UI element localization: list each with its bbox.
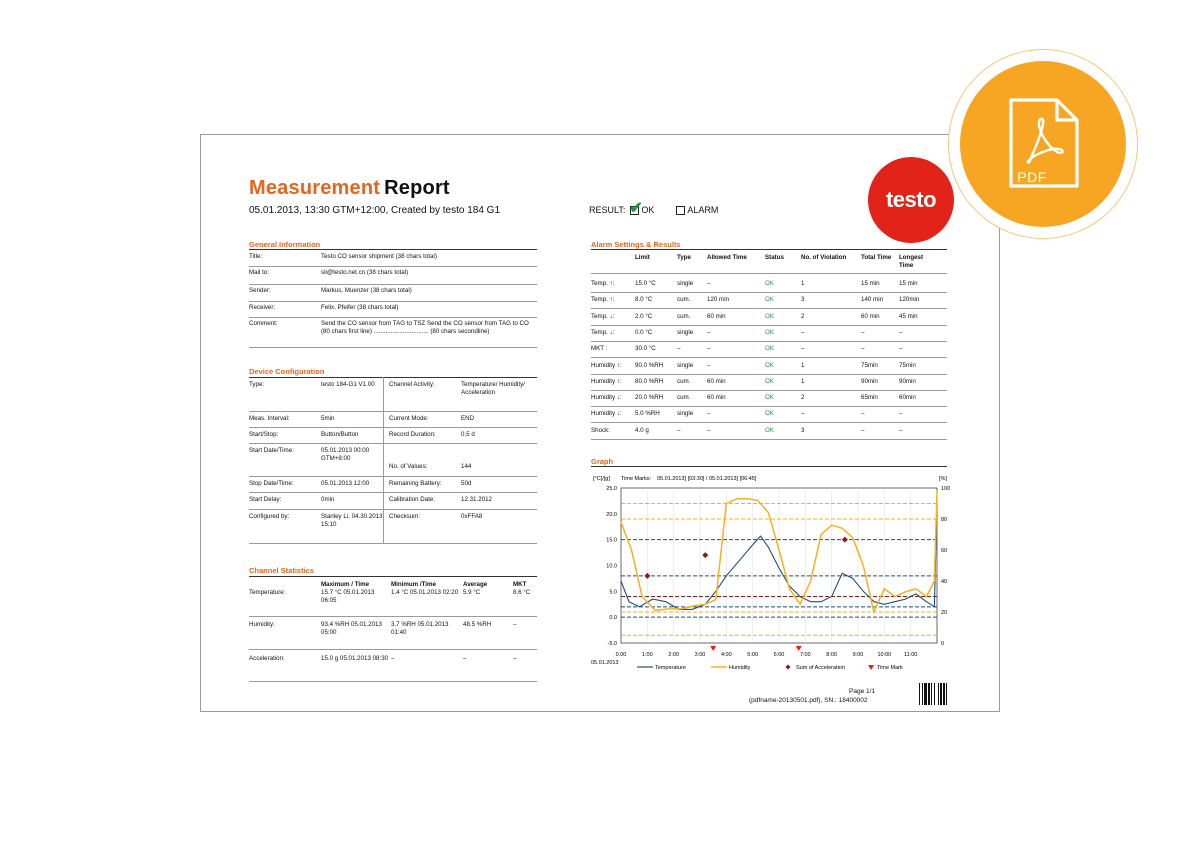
stats-row — [249, 589, 537, 604]
device-config-label: No. of Values: — [389, 463, 428, 470]
alarm-total: 60 min — [861, 312, 880, 320]
device-config-value: END — [461, 415, 475, 422]
alarm-limit: 30.0 °C — [635, 345, 656, 353]
pdf-label: PDF — [1017, 169, 1047, 185]
general-info-row — [249, 287, 537, 295]
alarm-status: OK — [765, 426, 774, 434]
stats-row — [249, 621, 537, 636]
general-info-title: General Information — [249, 240, 321, 249]
x-tick-label: 4:00 — [720, 652, 732, 658]
alarm-allowed: – — [707, 361, 711, 369]
alarm-longest: 90min — [899, 377, 916, 385]
device-config-value: 05.01.2013 00:00 GTM+8:00 — [321, 447, 370, 462]
alarm-status: OK — [765, 345, 774, 353]
general-info-label: Receiver: — [249, 304, 276, 311]
stats-min: 3.7 %RH 05.01.2013 01:40 — [391, 621, 449, 636]
device-config-value: testo 184-G1 V1.00 — [321, 381, 375, 388]
row-divider — [591, 308, 947, 309]
barcode-bar — [938, 683, 939, 705]
row-divider — [591, 439, 947, 440]
alarm-longest: – — [899, 426, 903, 434]
alarm-viol: 3 — [801, 426, 805, 434]
y-tick-label: 15.0 — [606, 537, 617, 544]
stats-header: Maximum / Time — [321, 581, 370, 588]
barcode-bar — [940, 683, 942, 705]
testo-logo-text: testo — [885, 187, 937, 212]
stats-avg: – — [463, 655, 467, 662]
alarm-type: single — [677, 280, 694, 287]
result-alarm-checkbox — [676, 206, 685, 215]
alarm-status: OK — [765, 394, 774, 402]
y-tick-label: 5.0 — [609, 589, 617, 596]
barcode-bar — [922, 683, 923, 705]
stats-avg: 48.5 %RH — [463, 621, 492, 628]
device-config-value: Button/Button — [321, 431, 359, 438]
barcode-icon — [919, 683, 951, 705]
row-divider — [591, 406, 947, 407]
general-info-row — [249, 304, 537, 312]
alarm-allowed: 120 min — [707, 296, 730, 304]
alarm-header: Total Time — [861, 254, 892, 261]
general-info-value: Testo CO sensor shipment (38 chars total) — [321, 253, 437, 260]
row-divider — [591, 374, 947, 375]
report-title-measurement: Measurement — [249, 177, 381, 199]
alarm-limit: 80.0 %RH — [635, 377, 664, 385]
alarm-viol: – — [801, 410, 805, 418]
alarm-header: No. of Violation — [801, 254, 847, 261]
alarm-viol: 2 — [801, 394, 805, 402]
legend-acceleration: Sum of Acceleration — [796, 665, 845, 671]
alarm-header: Longest Time — [899, 254, 924, 269]
divider — [249, 377, 537, 378]
alarm-allowed: 60 min — [707, 394, 726, 402]
device-config-label: Checksum: — [389, 513, 420, 520]
general-info-label: Mail to: — [249, 269, 269, 276]
file-serial: (pdfname-20130501.pdf), SN.: 18400002 — [749, 697, 868, 704]
stats-avg: 5.9 °C — [463, 589, 481, 596]
device-config-row — [249, 513, 537, 528]
device-config-label: Stop Date/Time: — [249, 480, 294, 487]
x-tick-label: 6:00 — [773, 652, 785, 658]
alarm-total: – — [861, 345, 865, 353]
row-divider — [591, 325, 947, 326]
alarm-total: – — [861, 328, 865, 336]
x-tick-label: 5:00 — [747, 652, 759, 658]
alarm-total: 140 min — [861, 296, 884, 304]
y-right-tick-label: 100 — [941, 486, 951, 492]
y-right-tick-label: 0 — [941, 641, 945, 647]
general-info-value: Send the CO sensor from TAG to TSZ Send the CO sensor from TAG to CO (80 chars first line) ................................ (80 chars secondline) — [321, 320, 529, 335]
stats-label: Temperature: — [249, 589, 286, 596]
alarm-limit: 5.0 %RH — [635, 410, 660, 418]
stats-max: 15.7 °C 05.01.2013 06:05 — [321, 589, 375, 604]
general-info-label: Title: — [249, 253, 263, 260]
device-config-label: Meas. Interval: — [249, 415, 290, 422]
row-divider — [591, 273, 947, 274]
row-divider — [249, 476, 537, 477]
result-label: RESULT: — [589, 205, 626, 215]
alarm-name: Humidity ↓: — [591, 394, 622, 402]
alarm-longest: 120min — [899, 296, 920, 304]
alarm-longest: 75min — [899, 361, 916, 369]
row-divider — [591, 357, 947, 358]
alarm-viol: – — [801, 345, 805, 353]
alarm-row — [591, 427, 947, 435]
barcode-bar — [928, 683, 930, 705]
alarm-allowed: 60 min — [707, 312, 726, 320]
x-tick-label: 2:00 — [668, 652, 680, 658]
alarm-type: cum. — [677, 377, 691, 385]
chart-date: 05.01.2013 — [591, 660, 619, 666]
barcode-bar — [919, 683, 920, 705]
acceleration-point — [644, 573, 650, 579]
alarm-header: Type — [677, 254, 691, 261]
channel-stats-title: Channel Statistics — [249, 566, 315, 575]
y-tick-label: 25.0 — [606, 486, 617, 492]
alarm-viol: 1 — [801, 361, 805, 369]
alarm-viol: – — [801, 328, 805, 336]
device-config-label: Start Date/Time: — [249, 447, 294, 454]
device-config-row — [249, 496, 537, 504]
alarm-row — [591, 313, 947, 321]
stats-label: Acceleration: — [249, 655, 285, 662]
barcode-bar — [934, 683, 935, 705]
alarm-name: Humidity ↑: — [591, 361, 622, 369]
alarm-row — [591, 378, 947, 386]
acceleration-point — [702, 552, 708, 558]
legend-temperature: Temperature — [655, 665, 686, 671]
stats-mkt: 8.6 °C — [513, 589, 531, 596]
legend-timemark: Time Mark — [877, 665, 903, 671]
general-info-label: Comment: — [249, 320, 278, 327]
row-divider — [249, 443, 537, 444]
divider — [249, 249, 537, 250]
row-divider — [591, 341, 947, 342]
alarm-status: OK — [765, 280, 774, 287]
time-mark-point — [796, 646, 802, 651]
y-right-tick-label: 60 — [941, 548, 948, 554]
alarm-type: – — [677, 345, 681, 353]
x-tick-label: 7:00 — [799, 652, 811, 658]
alarm-allowed: – — [707, 426, 711, 434]
y-tick-label: -5.0 — [607, 641, 617, 647]
alarm-total: 15 min — [861, 280, 880, 287]
alarm-row — [591, 345, 947, 353]
alarm-allowed: 60 min — [707, 377, 726, 385]
barcode-bar — [924, 683, 927, 705]
row-divider — [249, 649, 537, 650]
alarm-type: single — [677, 328, 694, 336]
alarm-row — [591, 280, 947, 288]
stats-max: 93.4 %RH 05.01.2013 05:00 — [321, 621, 382, 636]
alarm-limit: 8.0 °C — [635, 296, 653, 304]
y-right-tick-label: 80 — [941, 517, 948, 523]
row-divider — [249, 266, 537, 267]
acrobat-pdf-file-icon — [949, 50, 1137, 238]
alarm-settings-title: Alarm Settings & Results — [591, 240, 681, 249]
row-divider — [249, 681, 537, 682]
x-tick-label: 9:00 — [852, 652, 864, 658]
general-info-value: sli@testo.net.cn (38 chars total) — [321, 269, 409, 276]
stats-min: – — [391, 655, 395, 662]
divider — [249, 576, 537, 577]
alarm-longest: 60min — [899, 394, 916, 402]
alarm-allowed: – — [707, 280, 711, 287]
y-right-tick-label: 20 — [941, 610, 948, 616]
acceleration-point — [842, 537, 848, 543]
x-tick-label: 1:00 — [641, 652, 653, 658]
alarm-name: Humidity ↑: — [591, 377, 622, 385]
alarm-limit: 2.0 °C — [635, 312, 653, 320]
chart-svg — [591, 468, 951, 678]
alarm-name: Temp. ↓: — [591, 328, 615, 336]
device-config-value: 0min — [321, 496, 335, 503]
alarm-limit: 0.0 °C — [635, 328, 653, 336]
alarm-row — [591, 410, 947, 418]
testo-logo — [868, 157, 954, 243]
row-divider — [591, 292, 947, 293]
alarm-type: cum. — [677, 394, 691, 402]
y-tick-label: 10.0 — [606, 563, 617, 570]
device-config-label: Current Mode: — [389, 415, 429, 422]
alarm-allowed: – — [707, 410, 711, 418]
alarm-status: OK — [765, 296, 774, 304]
chart-ylabel-right: [%] — [939, 476, 947, 482]
row-divider — [249, 347, 537, 348]
alarm-type: cum. — [677, 312, 691, 320]
general-info-row — [249, 269, 537, 277]
device-config-row — [249, 415, 537, 423]
device-config-value: 0xFFA8 — [461, 513, 483, 520]
alarm-limit: 15.0 °C — [635, 280, 656, 287]
alarm-total: 75min — [861, 361, 878, 369]
stats-mkt: – — [513, 621, 517, 628]
alarm-name: Shock: — [591, 426, 610, 434]
page-number: Page 1/1 — [849, 688, 876, 695]
stats-row — [249, 655, 537, 663]
device-config-value: 0.5 d — [461, 431, 475, 438]
alarm-total: – — [861, 410, 865, 418]
alarm-row — [591, 394, 947, 402]
stats-header: MKT — [513, 581, 527, 588]
device-config-label: Record Duration: — [389, 431, 436, 438]
row-divider — [591, 390, 947, 391]
time-marks-values: 05.01.2013] [03:30] / 05.01.2013] [06:45] — [657, 476, 757, 482]
alarm-longest: 45 min — [899, 312, 918, 320]
alarm-allowed: – — [707, 328, 711, 336]
general-info-row — [249, 320, 537, 335]
checkmark-icon: ✔ — [629, 199, 643, 217]
alarm-name: MKT : — [591, 345, 608, 353]
alarm-allowed: – — [707, 345, 711, 353]
barcode-bar — [931, 683, 932, 705]
stats-spacer — [249, 581, 321, 589]
x-tick-label: 0.00 — [615, 652, 627, 658]
divider — [591, 249, 947, 250]
report-document — [200, 134, 1000, 712]
alarm-row — [591, 362, 947, 370]
alarm-longest: – — [899, 410, 903, 418]
x-tick-label: 8:00 — [826, 652, 838, 658]
row-divider — [591, 422, 947, 423]
barcode-bar — [943, 683, 945, 705]
alarm-name: Temp. ↑: — [591, 280, 615, 287]
alarm-total: 90min — [861, 377, 878, 385]
device-config-value: 12.31.2012 — [461, 496, 492, 503]
alarm-total: 65min — [861, 394, 878, 402]
stats-header-row — [249, 581, 537, 589]
report-title-report: Report — [384, 177, 450, 199]
device-config-label: Remaining Battery: — [389, 480, 442, 487]
general-info-value: Felix, Pfeifer (38 chars total) — [321, 304, 399, 311]
alarm-status: OK — [765, 410, 774, 418]
alarm-type: cum. — [677, 296, 691, 304]
alarm-longest: – — [899, 345, 903, 353]
alarm-type: – — [677, 426, 681, 434]
result-ok-checkbox — [629, 199, 643, 217]
legend-humidity: Humidity — [729, 665, 751, 671]
device-config-label: Configured by: — [249, 513, 290, 520]
chart-ylabel: [°C]/[g] — [593, 476, 610, 482]
divider — [591, 466, 947, 467]
device-config-value: Stanley Li, 04.30.2013 15:10 — [321, 513, 383, 528]
stats-header: Average — [463, 581, 488, 588]
time-marks-label: Time Marks: — [621, 476, 652, 482]
result-ok-label: OK — [641, 205, 655, 215]
device-config-row — [249, 431, 537, 439]
alarm-spacer — [591, 254, 635, 269]
device-config-value: 144 — [461, 463, 472, 470]
device-config-label: Start Delay: — [249, 496, 282, 503]
device-config-row — [249, 381, 537, 396]
barcode-bar — [946, 683, 947, 705]
row-divider — [249, 301, 537, 302]
alarm-name: Humidity ↓: — [591, 410, 622, 418]
alarm-viol: 2 — [801, 312, 805, 320]
alarm-type: single — [677, 361, 694, 369]
stats-mkt: – — [513, 655, 517, 662]
y-tick-label: 20.0 — [606, 511, 617, 518]
alarm-limit: 90.0 %RH — [635, 361, 664, 369]
alarm-status: OK — [765, 328, 774, 336]
general-info-row — [249, 253, 537, 261]
result-indicator — [589, 199, 719, 217]
measurement-chart — [591, 468, 951, 678]
y-tick-label: 0.0 — [609, 615, 617, 622]
row-divider — [249, 616, 537, 617]
alarm-status: OK — [765, 377, 774, 385]
alarm-longest: – — [899, 328, 903, 336]
alarm-status: OK — [765, 361, 774, 369]
x-tick-label: 3:00 — [694, 652, 706, 658]
alarm-header: Allowed Time — [707, 254, 747, 261]
alarm-viol: 3 — [801, 296, 805, 304]
alarm-header-row — [591, 254, 947, 269]
device-config-label: Start/Stop: — [249, 431, 279, 438]
legend-timemark-swatch — [868, 665, 874, 670]
stats-label: Humidity: — [249, 621, 275, 628]
pdf-badge[interactable] — [949, 50, 1137, 238]
device-config-value: 05.01.2013 12:00 — [321, 480, 370, 487]
alarm-type: single — [677, 410, 694, 418]
stats-header: Minimum /Time — [391, 581, 436, 588]
alarm-viol: 1 — [801, 377, 805, 385]
device-config-label: Type: — [249, 381, 265, 388]
alarm-limit: 20.0 %RH — [635, 394, 664, 402]
device-config-title: Device Configuration — [249, 367, 325, 376]
alarm-name: Temp. ↑: — [591, 296, 615, 304]
stats-min: 1.4 °C 05.01.2013 02:20 — [391, 589, 459, 596]
general-info-value: Markus, Muenzer (38 chars total) — [321, 287, 412, 294]
x-tick-label: 10:00 — [877, 652, 892, 658]
general-info-label: Sender: — [249, 287, 271, 294]
row-divider — [249, 411, 537, 412]
row-divider — [249, 492, 537, 493]
report-title — [249, 177, 450, 200]
alarm-header: Status — [765, 254, 784, 261]
device-config-value: 50d — [461, 480, 472, 487]
device-config-row — [249, 447, 537, 471]
legend-acceleration-swatch — [786, 665, 791, 670]
alarm-row — [591, 329, 947, 337]
row-divider — [249, 284, 537, 285]
alarm-name: Temp. ↓: — [591, 312, 615, 320]
device-config-value: 5min — [321, 415, 335, 422]
graph-title: Graph — [591, 457, 614, 466]
stats-max: 15.0 g 05.01.2013 08:30 — [321, 655, 389, 662]
alarm-header: Limit — [635, 254, 650, 261]
device-config-row — [249, 480, 537, 488]
row-divider — [249, 427, 537, 428]
time-mark-point — [710, 646, 716, 651]
row-divider — [249, 543, 537, 544]
device-config-value: Temperature/ Humidity/ Acceleration — [461, 381, 525, 396]
report-subtitle: 05.01.2013, 13:30 GTM+12:00, Created by testo 184 G1 — [249, 205, 501, 216]
y-right-tick-label: 40 — [941, 579, 948, 585]
device-config-label: Channel Activity: — [389, 381, 435, 388]
alarm-limit: 4.0 g — [635, 426, 649, 434]
alarm-status: OK — [765, 312, 774, 320]
alarm-viol: 1 — [801, 280, 805, 287]
alarm-longest: 15 min — [899, 280, 918, 287]
result-alarm-label: ALARM — [687, 205, 719, 215]
row-divider — [249, 317, 537, 318]
row-divider — [249, 509, 537, 510]
x-tick-label: 11:00 — [903, 652, 918, 658]
column-divider — [383, 377, 384, 543]
alarm-row — [591, 296, 947, 304]
alarm-total: – — [861, 426, 865, 434]
device-config-label: Calibration Date: — [389, 496, 436, 503]
